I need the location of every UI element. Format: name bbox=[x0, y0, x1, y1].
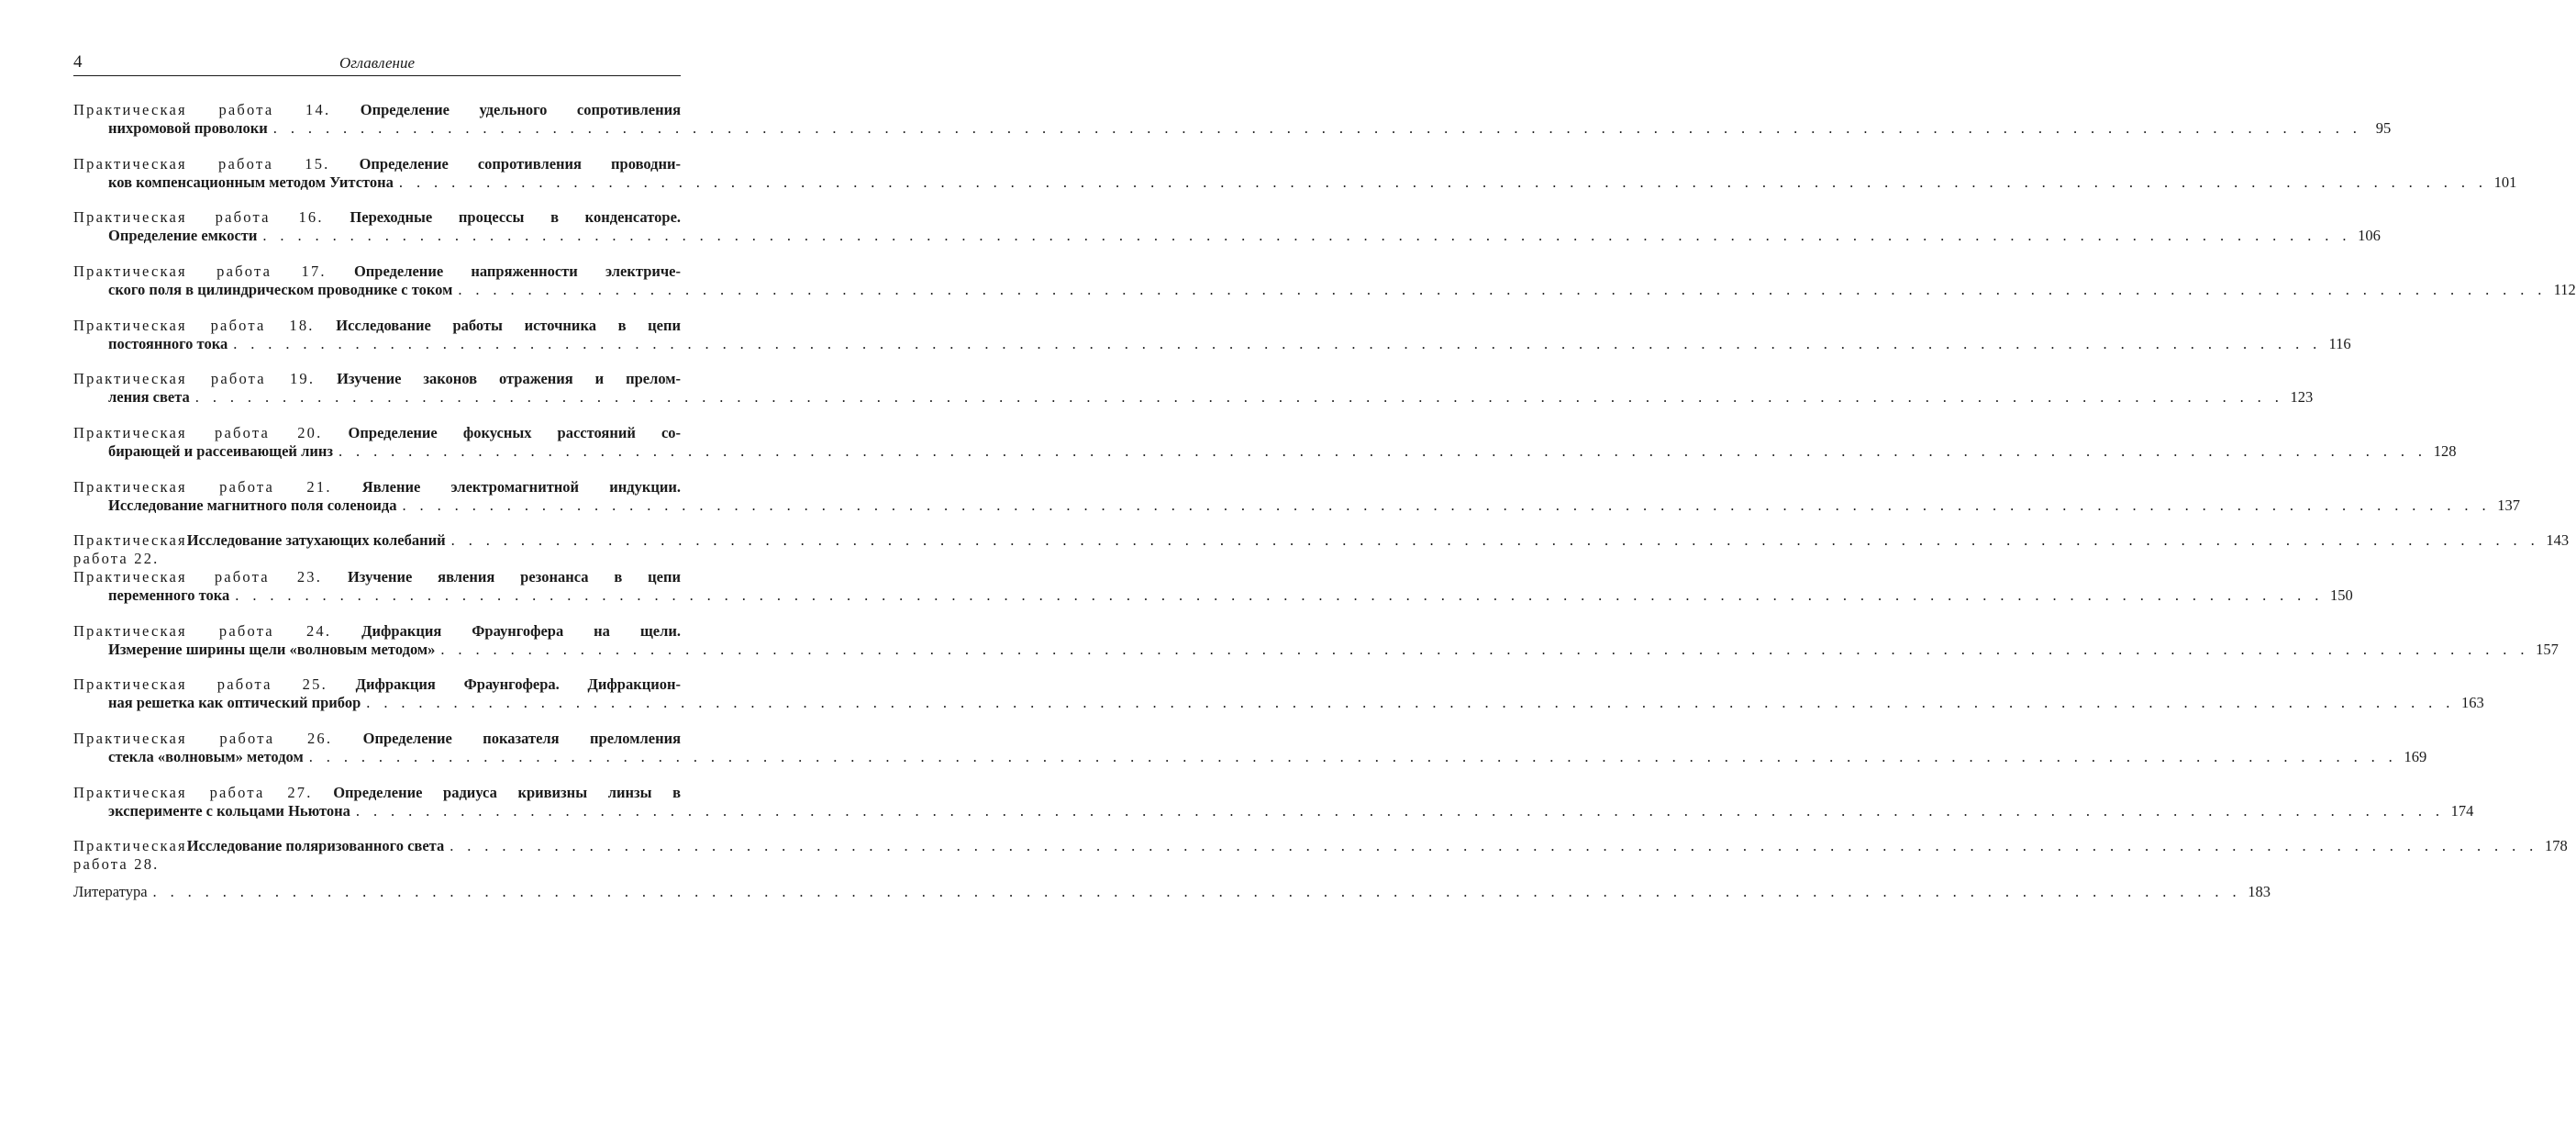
toc-page-number: 101 bbox=[2493, 173, 2517, 191]
toc-entry-title: Определение фокусных расстояний со- bbox=[348, 424, 682, 441]
toc-entry-title: Дифракция Фраунгофера на щели. bbox=[361, 622, 682, 640]
toc-entry-label: Практическая работа 18. bbox=[73, 317, 315, 334]
toc-entry-first-line bbox=[73, 370, 681, 388]
toc-page-number: 123 bbox=[2290, 388, 2314, 406]
toc-entry-label: Практическая работа 28. bbox=[73, 837, 187, 873]
dot-leader: . . . . . . . . . . . . . . . . . . . . . . . . . . . . . . . . . . . . . . . . . . . . . . . . . . . . . . . . . . . . . . . . . . . . . . . . . . . . . . . . . . . . . . . . . . . . . . . . . . . . . . . . . . . . . . . . . . . . . . . . bbox=[402, 496, 2491, 514]
toc-entry-title-continuation: эксперименте с кольцами Ньютона bbox=[108, 802, 350, 820]
toc-entry[interactable] bbox=[73, 568, 2353, 605]
dot-leader: . . . . . . . . . . . . . . . . . . . . . . . . . . . . . . . . . . . . . . . . . . . . . . . . . . . . . . . . . . . . . . . . . . . . . . . . . . . . . . . . . . . . . . . . . . . . . . . . . . . . . . . . . . . . . . . . . . . . . . . . bbox=[450, 837, 2538, 854]
toc-entry-second-line bbox=[73, 119, 2392, 138]
toc-entry-label: Практическая работа 22. bbox=[73, 531, 187, 567]
toc-entry-title: Определение напряженности электриче- bbox=[353, 262, 682, 280]
literature-label: Литература bbox=[73, 883, 148, 900]
toc-entry-title: Определение радиуса кривизны линзы в bbox=[333, 784, 682, 801]
toc-entry-second-line bbox=[73, 496, 2520, 515]
toc-page-number: 128 bbox=[2433, 442, 2457, 460]
toc-entry-label: Практическая работа 24. bbox=[73, 622, 332, 640]
dot-leader: . . . . . . . . . . . . . . . . . . . . . . . . . . . . . . . . . . . . . . . . . . . . . . . . . . . . . . . . . . . . . . . . . . . . . . . . . . . . . . . . . . . . . . . . . . . . . . . . . . . . . . . . . . . . . . . . . . . . . . . . bbox=[308, 748, 2398, 765]
dot-leader: . . . . . . . . . . . . . . . . . . . . . . . . . . . . . . . . . . . . . . . . . . . . . . . . . . . . . . . . . . . . . . . . . . . . . . . . . . . . . . . . . . . . . . . . . . . . . . . . . . . . . . . . . . . . . . . . . . . . . . . . bbox=[235, 586, 2324, 604]
toc-entry[interactable] bbox=[73, 370, 2314, 407]
toc-page-number: 169 bbox=[2404, 748, 2427, 765]
page-header bbox=[73, 51, 681, 76]
toc-entry-first-line bbox=[73, 478, 681, 496]
toc-entry-title-continuation: нихромовой проволоки bbox=[108, 119, 268, 137]
toc-page-number: 95 bbox=[2375, 119, 2392, 137]
toc-page-number: 163 bbox=[2461, 694, 2484, 711]
dot-leader: . . . . . . . . . . . . . . . . . . . . . . . . . . . . . . . . . . . . . . . . . . . . . . . . . . . . . . . . . . . . . . . . . . . . . . . . . . . . . . . . . . . . . . . . . . . . . . . . . . . . . . . . . . . . . . . . . . . . . . . . bbox=[233, 335, 2322, 352]
toc-entry-first-line bbox=[73, 101, 681, 119]
dot-leader: . . . . . . . . . . . . . . . . . . . . . . . . . . . . . . . . . . . . . . . . . . . . . . . . . . . . . . . . . . . . . . . . . . . . . . . . . . . . . . . . . . . . . . . . . . . . . . . . . . . . . . . . . . . . . . . . . . . . . . . . bbox=[450, 531, 2540, 549]
dot-leader: . . . . . . . . . . . . . . . . . . . . . . . . . . . . . . . . . . . . . . . . . . . . . . . . . . . . . . . . . . . . . . . . . . . . . . . . . . . . . . . . . . . . . . . . . . . . . . . . . . . . . . . . . . . . . . . . . . . . . . . . bbox=[152, 883, 2242, 900]
toc-entry-title: Определение показателя преломления bbox=[362, 730, 682, 747]
toc-entry[interactable] bbox=[73, 208, 2381, 245]
toc-entry-label: Практическая работа 15. bbox=[73, 155, 330, 173]
toc-entry-label: Практическая работа 14. bbox=[73, 101, 331, 118]
toc-entry-first-line bbox=[73, 622, 681, 641]
toc-entry-title: Изучение законов отражения и прелом- bbox=[337, 370, 681, 387]
toc-entry-second-line bbox=[73, 335, 2351, 353]
dot-leader: . . . . . . . . . . . . . . . . . . . . . . . . . . . . . . . . . . . . . . . . . . . . . . . . . . . . . . . . . . . . . . . . . . . . . . . . . . . . . . . . . . . . . . . . . . . . . . . . . . . . . . . . . . . . . . . . . . . . . . . . bbox=[355, 802, 2445, 820]
toc-entry-first-line bbox=[73, 155, 681, 173]
toc-entry[interactable] bbox=[73, 675, 2484, 712]
toc-entry-single-line bbox=[73, 531, 2570, 568]
toc-entry-single-line bbox=[73, 837, 2568, 874]
toc-page-number: 143 bbox=[2546, 531, 2570, 549]
toc-entry-label: Практическая работа 19. bbox=[73, 370, 316, 387]
dot-leader: . . . . . . . . . . . . . . . . . . . . . . . . . . . . . . . . . . . . . . . . . . . . . . . . . . . . . . . . . . . . . . . . . . . . . . . . . . . . . . . . . . . . . . . . . . . . . . . . . . . . . . . . . . . . . . . . . . . . . . . . bbox=[194, 388, 2284, 406]
toc-entry-title-continuation: ского поля в цилиндрическом проводнике с током bbox=[108, 281, 453, 298]
toc-entry-label: Практическая работа 17. bbox=[73, 262, 327, 280]
toc-entry[interactable] bbox=[73, 262, 2576, 299]
toc-entry[interactable] bbox=[73, 101, 2392, 138]
toc-page-number: 106 bbox=[2358, 227, 2381, 244]
toc-entry-first-line bbox=[73, 317, 681, 335]
toc-entry-label: Практическая работа 20. bbox=[73, 424, 323, 441]
toc-entry-title: Изучение явления резонанса в цепи bbox=[347, 568, 681, 586]
toc-page-number: 157 bbox=[2536, 641, 2559, 658]
toc-entry-first-line bbox=[73, 730, 681, 748]
toc-entry-title-continuation: Исследование магнитного поля соленоида bbox=[108, 496, 397, 514]
toc-entry-first-line bbox=[73, 675, 681, 694]
toc-entry[interactable] bbox=[73, 155, 2517, 192]
toc-entry-first-line bbox=[73, 568, 681, 586]
toc-entry-second-line bbox=[73, 748, 2427, 766]
toc-entry[interactable] bbox=[73, 784, 2474, 820]
toc-entry-second-line bbox=[73, 694, 2484, 712]
toc-entry-label: Практическая работа 23. bbox=[73, 568, 323, 586]
toc-entry-title: Дифракция Фраунгофера. Дифракцион- bbox=[355, 675, 681, 693]
toc-entry-title: Исследование работы источника в цепи bbox=[336, 317, 681, 334]
toc-entry-second-line bbox=[73, 281, 2576, 299]
toc-entry[interactable] bbox=[73, 531, 2570, 568]
toc-entry-title: Явление электромагнитной индукции. bbox=[361, 478, 681, 496]
dot-leader: . . . . . . . . . . . . . . . . . . . . . . . . . . . . . . . . . . . . . . . . . . . . . . . . . . . . . . . . . . . . . . . . . . . . . . . . . . . . . . . . . . . . . . . . . . . . . . . . . . . . . . . . . . . . . . . . . . . . . . . . bbox=[338, 442, 2427, 460]
toc-entry-label: Практическая работа 21. bbox=[73, 478, 332, 496]
toc-entry[interactable] bbox=[73, 622, 2559, 659]
toc-entry-title-continuation: ков компенсационным методом Уитстона bbox=[108, 173, 394, 191]
toc-entry[interactable] bbox=[73, 837, 2568, 874]
toc-entry-title: Определение сопротивления проводни- bbox=[359, 155, 681, 173]
toc-entry-label: Практическая работа 26. bbox=[73, 730, 333, 747]
toc-entry-title-continuation: стекла «волновым» методом bbox=[108, 748, 304, 765]
toc-entry-second-line bbox=[73, 388, 2314, 407]
toc-entry-title-continuation: Определение емкости bbox=[108, 227, 258, 244]
toc-page-number: 116 bbox=[2328, 335, 2351, 352]
toc-entry-first-line bbox=[73, 208, 681, 227]
toc-entry[interactable] bbox=[73, 478, 2520, 515]
dot-leader: . . . . . . . . . . . . . . . . . . . . . . . . . . . . . . . . . . . . . . . . . . . . . . . . . . . . . . . . . . . . . . . . . . . . . . . . . . . . . . . . . . . . . . . . . . . . . . . . . . . . . . . . . . . . . . . . . . . . . . . . bbox=[262, 227, 2351, 244]
literature-page-number: 183 bbox=[2248, 883, 2271, 900]
toc-entry-title: Определение удельного сопротивления bbox=[360, 101, 682, 118]
toc-entry-second-line bbox=[73, 641, 2559, 659]
toc-entry-title: Исследование поляризованного света bbox=[186, 837, 445, 854]
dot-leader: . . . . . . . . . . . . . . . . . . . . . . . . . . . . . . . . . . . . . . . . . . . . . . . . . . . . . . . . . . . . . . . . . . . . . . . . . . . . . . . . . . . . . . . . . . . . . . . . . . . . . . . . . . . . . . . . . . . . . . . . bbox=[366, 694, 2455, 711]
toc-entry[interactable] bbox=[73, 317, 2351, 353]
toc-entry[interactable] bbox=[73, 424, 2457, 461]
toc-entry-label: Практическая работа 25. bbox=[73, 675, 328, 693]
toc-entry-title-continuation: ная решетка как оптический прибор bbox=[108, 694, 361, 711]
toc-entry[interactable] bbox=[73, 730, 2427, 766]
toc-entry-title-continuation: переменного тока bbox=[108, 586, 230, 604]
toc-entry-first-line bbox=[73, 784, 681, 802]
dot-leader: . . . . . . . . . . . . . . . . . . . . . . . . . . . . . . . . . . . . . . . . . . . . . . . . . . . . . . . . . . . . . . . . . . . . . . . . . . . . . . . . . . . . . . . . . . . . . . . . . . . . . . . . . . . . . . . . . . . . . . . . bbox=[272, 119, 2362, 137]
toc-entry-title-continuation: бирающей и рассеивающей линз bbox=[108, 442, 333, 460]
toc-entry-label: Практическая работа 16. bbox=[73, 208, 324, 226]
toc-entry-second-line bbox=[73, 586, 2353, 605]
running-title: Оглавление bbox=[339, 54, 416, 72]
page-number: 4 bbox=[73, 52, 83, 72]
toc-entry-first-line bbox=[73, 424, 681, 442]
toc-entry-second-line bbox=[73, 173, 2517, 192]
toc-entry-second-line bbox=[73, 442, 2457, 461]
toc-page-number: 178 bbox=[2544, 837, 2568, 854]
dot-leader: . . . . . . . . . . . . . . . . . . . . . . . . . . . . . . . . . . . . . . . . . . . . . . . . . . . . . . . . . . . . . . . . . . . . . . . . . . . . . . . . . . . . . . . . . . . . . . . . . . . . . . . . . . . . . . . . . . . . . . . . bbox=[440, 641, 2529, 658]
dot-leader: . . . . . . . . . . . . . . . . . . . . . . . . . . . . . . . . . . . . . . . . . . . . . . . . . . . . . . . . . . . . . . . . . . . . . . . . . . . . . . . . . . . . . . . . . . . . . . . . . . . . . . . . . . . . . . . . . . . . . . . . bbox=[398, 173, 2488, 191]
toc-page-number: 150 bbox=[2330, 586, 2353, 604]
toc-entry-title-continuation: ления света bbox=[108, 388, 190, 406]
toc-entry-title: Переходные процессы в конденсаторе. bbox=[350, 208, 682, 226]
toc-page-number: 112 bbox=[2553, 281, 2576, 298]
toc-entry-title: Исследование затухающих колебаний bbox=[186, 531, 446, 549]
toc-entry-title-continuation: Измерение ширины щели «волновым методом» bbox=[108, 641, 436, 658]
toc-entry-title-continuation: постоянного тока bbox=[108, 335, 228, 352]
toc-literature-entry[interactable] bbox=[73, 883, 2271, 901]
toc-page-number: 137 bbox=[2497, 496, 2520, 514]
toc-page-number: 174 bbox=[2450, 802, 2474, 820]
toc-entry-label: Практическая работа 27. bbox=[73, 784, 313, 801]
toc-entry-second-line bbox=[73, 802, 2474, 820]
toc-entry-first-line bbox=[73, 262, 681, 281]
dot-leader: . . . . . . . . . . . . . . . . . . . . . . . . . . . . . . . . . . . . . . . . . . . . . . . . . . . . . . . . . . . . . . . . . . . . . . . . . . . . . . . . . . . . . . . . . . . . . . . . . . . . . . . . . . . . . . . . . . . . . . . . bbox=[458, 281, 2547, 298]
toc-entry-second-line bbox=[73, 227, 2381, 245]
